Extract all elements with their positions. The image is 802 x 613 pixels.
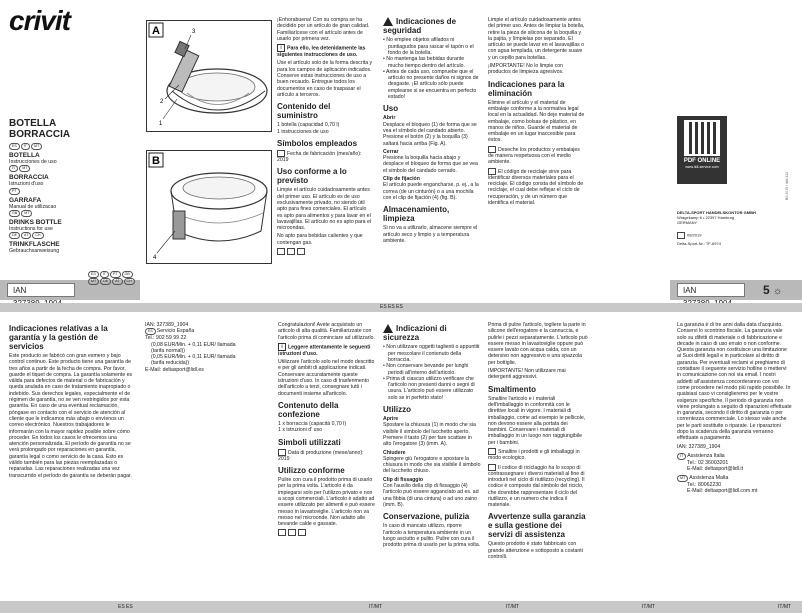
- es-use-heading: Uso conforme a lo previsto: [277, 167, 347, 186]
- b6-mt-mail: E-Mail: deltasport@lidl.com.mt: [687, 487, 758, 494]
- lang-title: BOTELLA: [9, 152, 40, 159]
- country-badge: IT: [100, 271, 109, 278]
- es-disposal-heading: Indicaciones para la eliminación: [488, 79, 565, 98]
- factory-icon: [277, 150, 285, 157]
- recycle-code-icon: [488, 464, 496, 471]
- b3-intro: Congratulazioni! Avete acquistato un articolo di alta qualità. Familiarizzate con l'articolo prima di cominciare ad utilizzarlo.: [278, 322, 375, 341]
- b6-mt-service: MT Assistenza Malta: [677, 475, 792, 482]
- country-badges: [88, 271, 140, 285]
- figure-label-a: A: [152, 25, 160, 37]
- country-badge: ES: [88, 271, 99, 278]
- es-intro-info: i Para ello, lea detenidamente las siguientes instrucciones de uso.: [277, 45, 366, 59]
- es-supply-1: 1 botella (capacidad 0,70 l): [277, 122, 340, 129]
- es-recycle: El código de reciclaje sirve para identificar diversos materiales para el reciclaje. El código consta del símbolo de reciclaje, el cual debe reflejar el ciclo de recuperación, y de un número que identifica el material.: [488, 168, 584, 206]
- b2-tel: Tel.: 902 59 99 22: [145, 335, 187, 342]
- es-column-3: [488, 17, 586, 289]
- es-safety-1: • No emplee objetos afilados ni puntiagudos para rascar el tapón o el fondo de la botella.: [383, 37, 474, 56]
- company-address: Wragekamp 6 • 22397 Hamburg: [677, 215, 735, 221]
- b3-symbol-date: Data di produzione (mese/anno): 2019: [278, 449, 364, 462]
- language-entry: [9, 188, 139, 210]
- b1-column: [9, 324, 134, 596]
- es-symbol-date: Fecha de fabricación (mes/año): 2019: [277, 150, 362, 164]
- b4-safety-heading: Indicazioni di sicurezza: [383, 324, 447, 343]
- b4-column: [383, 324, 481, 598]
- es-safety-3: • Antes de cada uso, compruebe que el artículo no presente daños ni signos de desgaste. ¡El artículo sólo puede emplearse si se encuentra en perfecto estado!: [383, 68, 479, 101]
- info-icon: i: [277, 44, 285, 52]
- es-column-2: [383, 17, 481, 289]
- es-abrir: Desplace el bloqueo (1) de forma que se vea el símbolo del candado abierto. Presione el botón (2) y la boquilla (3) saltará hacia arriba (Fig. A).: [383, 121, 477, 147]
- b3-info: i Leggere attentamente le seguenti istruzioni d'uso.: [278, 343, 371, 357]
- no-microwave-icon: [297, 248, 305, 255]
- b6-it-service: IT Assistenza Italia: [677, 453, 792, 460]
- b5-disposal-icon-text: Smaltire i prodotti e gli imballaggi in modo ecologico.: [488, 448, 580, 462]
- b5-column: [488, 322, 588, 598]
- b3-use-heading: Utilizzo conforme: [278, 466, 345, 476]
- lang-extra-badge: MT: [19, 165, 30, 172]
- lang-subtitle: Gebrauchsanweisung: [9, 248, 60, 255]
- side-code: BS 2019 / 4db 322: [785, 171, 789, 200]
- bottom-bar-3: IT/MT: [506, 604, 520, 610]
- food-safe-icon: [278, 529, 286, 536]
- es-clip-heading: Clip de fijación: [383, 176, 420, 183]
- pdf-online-url: www.lidl-service.com: [685, 165, 719, 169]
- it-badge: IT: [677, 453, 686, 460]
- factory-icon: [278, 449, 286, 456]
- b3-column: [278, 322, 375, 598]
- es-safety-2: • No mantenga las bebidas durante mucho tiempo dentro del artículo.: [383, 56, 465, 69]
- b2-service: ES Servicio España: [145, 328, 245, 335]
- warning-icon: [383, 324, 393, 333]
- bottom-bar-5: IT/MT: [778, 604, 792, 610]
- company-name: DELTA-SPORT HANDELSKONTOR GMBH: [677, 210, 756, 215]
- es-clean: Limpie el artículo cuidadosamente antes del primer uso. Antes de limpiar la botella, retire la pieza de silicona de la boquilla y la pajita, y límpielas por separado. El artículo se puede lavar en el lavavajillas o con agua templada, un detergente suave y un cepillo para botellas.: [488, 17, 585, 61]
- es-store-heading: Almacenamiento, limpieza: [383, 205, 450, 224]
- lang-title: DRINKS BOTTLE: [9, 218, 62, 226]
- b4-open: Spostare la chiusura (1) in modo che sia visibile il simbolo del lucchetto aperto. Premere il tasto (2) per fare scattare in alto l'erogatore (3) (imm. A).: [383, 422, 476, 448]
- company-id: Delta-Sport-Nr.: TF-6974: [677, 240, 721, 246]
- country-badge: AT: [112, 278, 122, 285]
- es-safety-heading: Indicaciones de seguridad: [383, 17, 457, 36]
- es-use-2: No apto para bebidas calientes y que contengan gas.: [277, 233, 363, 246]
- figure-a: [146, 20, 272, 132]
- figure-a-drawing: [147, 21, 271, 131]
- lang-code-badge: ES: [9, 143, 20, 150]
- lang-code-badge: PT: [9, 188, 20, 195]
- lang-subtitle: Manual de utilizacao: [9, 203, 57, 210]
- b3-usage-icons: [278, 529, 375, 536]
- b4-use-heading: Utilizzo: [383, 405, 411, 415]
- company-block: [677, 210, 787, 270]
- b3-supply-heading: Contenuto della confezione: [278, 400, 339, 419]
- b3-supply-2: 1 x istruzioni d' uso: [278, 427, 322, 434]
- es-clean-2: ¡IMPORTANTE! No lo limpie con productos de limpieza agresivos.: [488, 63, 564, 76]
- callout-2: 2: [160, 99, 164, 105]
- lang-code-badge: DE: [9, 232, 20, 239]
- sun-icon: ☼: [773, 286, 783, 297]
- b4-safety-2: • Non conservare bevande per lunghi periodi all'interno dell'articolo.: [383, 363, 469, 376]
- figure-b-drawing: [147, 151, 271, 263]
- country-badge: MT: [88, 278, 99, 285]
- mt-badge: MT: [677, 475, 688, 482]
- language-entry: [9, 232, 139, 254]
- b4-store-heading: Conservazione, pulizia: [383, 512, 470, 522]
- b6-ian: IAN: 327389_1904: [677, 443, 721, 450]
- country-badge: GB: [122, 271, 133, 278]
- es-usage-icons: [277, 248, 373, 255]
- lang-title: BORRACCIA: [9, 174, 49, 182]
- b6-mt-tel: Tel.: 80062230: [687, 481, 722, 488]
- es-supply-2: 1 instrucciones de uso: [277, 128, 329, 135]
- company-date: 09/2019: [677, 232, 787, 239]
- qr-code: [684, 120, 720, 156]
- b1-heading: Indicaciones relativas a la garantía y la gestión de servicios: [9, 324, 108, 351]
- b2-ian: IAN: 327389_1904: [145, 322, 189, 328]
- b4-close: Spingere giù l'erogatore e spostare la chiusura in modo che sia visibile il simbolo del lucchetto chiuso.: [383, 455, 481, 475]
- lang-title: GARRAFA: [9, 196, 42, 204]
- b2-mail: E-Mail: deltasport@lidl.es: [145, 366, 204, 373]
- es-clip: El artículo puede engancharse, p. ej., a la correa (de un cinturón) o a una mochila con el clip de fijación (4) (fig. B).: [383, 182, 479, 201]
- es-badge: ES: [145, 328, 156, 335]
- lang-code-badge: GB: [9, 210, 20, 217]
- ian-right: IAN: [677, 283, 745, 297]
- lang-code-badge: IT: [9, 165, 18, 172]
- company-country: GERMANY: [677, 220, 698, 226]
- es-use: Limpie el artículo cuidadosamente antes del primer uso. El artículo es de uso exclusivamente privado, no siendo útil apto para fines comerciales. El artículo es apto para alimentos y para lavar en el lavavajillas. El artículo no es apto para el microondas.: [277, 187, 372, 232]
- b5-warranty: Questo prodotto è stato fabbricato con grande attenzione e sottoposto a costanti controlli.: [488, 541, 583, 561]
- dishwasher-icon: [287, 248, 295, 255]
- b6-it-tel: Tel.: 02 36003201: [687, 459, 729, 466]
- page-number: 5 ☼: [763, 283, 783, 297]
- lang-extra-badge: MT: [21, 210, 32, 217]
- b2-rate2: (0,05 EUR/Min. + 0,11 EUR/ llamada (tarifa reducida)): [151, 354, 236, 367]
- b5-recycle: Il codice di riciclaggio ha lo scopo di contrassegnare i diversi materiali al fine di introdurli nel ciclo di riutilizzo (recycling). Il codice è composto dal simbolo del riciclo, che dovrebbe rappresentare il ciclo del riutilizzo, e un numero che indica il materiale.: [488, 464, 585, 509]
- bottom-bar-4: IT/MT: [642, 604, 656, 610]
- lang-extra-badge: IT: [21, 143, 30, 150]
- dishwasher-icon: [288, 529, 296, 536]
- b5-disposal-heading: Smaltimento: [488, 384, 537, 394]
- es-supply-heading: Contenido del suministro: [277, 102, 331, 121]
- b6-text: La garanzia è di tre anni dalla data d'acquisto. Conservi lo scontrino fiscale. La garanzia vale solo su difetti di materiale o di fabbricazione e decade in caso di uso errato o non conforme. Questa garanzia non costituisce una limitazione ai Suoi diritti legali e in particolare al diritto di garanzia. Per eventuali reclami vi preghiamo di contattare il seguente servizio hotline o mettervi in comunicazione con noi via email. I nostri addetti all'assistenza concorderanno con voi come procedere nel modo più rapido possibile. In qualsiasi caso vi consiglieremo per le vostre esigenze specifiche. Il periodo di garanzia non viene prolungato a seguito di riparazioni effettuate in garanzia, secondo il diritto di garanzia o per correntezza commerciale. Lo stesso vale anche per le parti sostituite o riparate. Le riparazioni dopo la scadenza della garanzia verranno effettuate a pagamento.: [677, 322, 792, 442]
- figure-b: [146, 150, 272, 264]
- b4-safety-1: • Non utilizzare oggetti taglienti o appuntiti per mescolare il contenuto della borraccia.: [383, 344, 480, 363]
- b2-rate1: (0,08 EUR/Min. + 0,11 EUR/ llamada (tarifa normal)): [151, 341, 236, 354]
- b4-store: In caso di mancato utilizzo, riporre l'articolo a temperatura ambiente in un luogo asciutto e pulito. Pulire con cura il prodotto prima di usarlo per la prima volta.: [383, 523, 481, 549]
- food-safe-icon: [277, 248, 285, 255]
- es-disposal: Elimine el artículo y el material de embalaje conforme a la normativa legal local en la actualidad. No deje material de embalaje, como bolsas de plástico, en manos de niños. Guarde el material de embalaje en un lugar inaccesible para éstos.: [488, 99, 585, 144]
- country-badge: CH: [124, 278, 135, 285]
- es-column-1: [277, 17, 373, 289]
- b5-disposal: Smaltire l'articolo e i materiali dell'imballaggio in conformità con le direttive locali in vigore. I materiali di imballaggio, come ad esempio le pellicole, non devono essere alla portata dei bambini. Conservare i materiali di imballaggio in un luogo non raggiungibile per i bambini.: [488, 395, 586, 446]
- es-store: Si no va a utilizarlo, almacene siempre el artículo seco y limpio y a temperatura ambiente.: [383, 225, 478, 244]
- pdf-online-box: [677, 116, 727, 184]
- b3-symbols-heading: Simboli utilizzati: [278, 437, 341, 447]
- es-abrir-heading: Abrir: [383, 115, 396, 122]
- cover-title-2: BORRACCIA: [9, 129, 71, 140]
- language-entry: [9, 165, 139, 187]
- b4-close-heading: Chiudere: [383, 449, 406, 456]
- es-disposal-icon-text: Deseche los productos y embalajes de manera respetuosa con el medio ambiente.: [488, 146, 580, 166]
- b5-text: Prima di pulire l'articolo, togliere la parte in silicone dell'erogatore e la cannuccia, e pulirle i pezzi separatamente. L'articolo può essere messo in lavastoviglie oppure può essere lavato con acqua calda, con un detersivo non aggressivo e una spazzola per bottiglie.: [488, 322, 588, 366]
- b6-it-mail: E-Mail: deltasport@lidl.it: [687, 466, 744, 473]
- info-icon: i: [278, 343, 286, 351]
- es-cerrar: Presione la boquilla hacia abajo y desplace el bloqueo de forma que se vea el símbolo del candado cerrado.: [383, 155, 478, 174]
- recycle-bin-icon: [488, 146, 496, 153]
- b3-rest: Utilizzare l'articolo solo nel modo descritto e per gli ambiti di applicazione indicati. Conservare accuratamente queste istruzioni d'uso. In caso di trasferimento dell'articolo a terzi, consegnare tutti i documenti insieme all'articolo.: [278, 359, 375, 397]
- lang-extra-badge: AT: [21, 232, 31, 239]
- figure-label-b: B: [152, 155, 160, 167]
- callout-3: 3: [192, 29, 196, 35]
- ian-left: IAN: [7, 283, 75, 297]
- lang-extra-badge: CH: [32, 232, 43, 239]
- lang-subtitle: Istruzioni d'uso: [9, 181, 44, 188]
- b6-column: [677, 322, 792, 598]
- language-list: [9, 143, 139, 254]
- b1-text: Este producto se fabricó con gran esmero y bajo control continuo. Este producto tiene una garantía de tres años a partir de la fecha de compra. Por favor, guarde el tiquet de compra. La garantía solamente es válida para defectos de material o de fabricación y queda anulada en caso de tratamiento inapropiado o indebido. Sus derechos legales, especialmente el de régimen de garantía, no se ven restringidos por esta garantía. En caso de una eventual reclamación, póngase en contacto con el servicio de atención al cliente que le indicamos más abajo o envíenos un correo electrónico. Nuestros trabajadores le informarán con la mayor rapidez posible sobre cómo proceder. En todos los casos le ofrecemos una atención personalizada. El período de garantía no se verá prolongado por reparaciones en garantía, garantía legal o como servicio de la casa. Esto es válido también para las piezas reemplazadas o reparadas. Las reparaciones realizadas una vez transcurrido el período de garantía se deberán pagar.: [9, 353, 133, 479]
- no-microwave-icon: [298, 529, 306, 536]
- b4-safety-3: • Prima di ciascun utilizzo verificare che l'articolo non presenti danni o segni di usura. L'articolo può essere utilizzato solo se in perfetto stato!: [383, 375, 475, 401]
- es-cerrar-heading: Cerrar: [383, 148, 399, 155]
- b4-clip: Con l'ausilio della clip di fissaggio (4) l'articolo può essere agganciato ad es. ad una fibbia (di una cintura) o ad uno zaino (imm. B).: [383, 483, 479, 508]
- b4-open-heading: Aprire: [383, 416, 399, 423]
- lang-extra-badge: MT: [31, 143, 42, 150]
- b5-important: IMPORTANTE! Non utilizzare mai detergenti aggressivi.: [488, 368, 566, 381]
- brand-logo: crivit: [9, 5, 70, 36]
- lang-subtitle: Instructions for use: [9, 225, 53, 232]
- factory-icon: [677, 232, 685, 239]
- es-intro: ¡Enhorabuena! Con su compra se ha decidido por un artículo de gran calidad. Familiarícese con el artículo antes de usarlo por primera vez.: [277, 17, 370, 42]
- es-intro-rest: Use el artículo solo de la forma descrita y para los campos de aplicación indicados. Conserve estas instrucciones de uso a buen recaudo. Entregue todos los documentos en caso de traspasar el artículo a terceros.: [277, 60, 373, 98]
- b3-supply-1: 1 x borraccia (capacità 0,70 l): [278, 420, 347, 427]
- callout-4: 4: [153, 255, 157, 261]
- callout-1: 1: [159, 121, 163, 127]
- b5-warranty-heading: Avvertenze sulla garanzia e sulla gestione dei servizi di assistenza: [488, 512, 586, 540]
- recycle-bin-icon: [488, 448, 496, 455]
- lang-subtitle: Instrucciones de uso: [9, 159, 57, 165]
- b2-column: [145, 322, 245, 402]
- es-uso-heading: Uso: [383, 104, 399, 114]
- bottom-bar-1: ES ES: [118, 604, 133, 610]
- es-symbols-heading: Símbolos empleados: [277, 138, 358, 148]
- country-badge: DE: [100, 278, 111, 285]
- b3-use: Pulire con cura il prodotto prima di usarlo per la prima volta. L'articolo è da impiegarsi solo per l'utilizzo privato e non a scopi commerciali. L'articolo è adatto ad essere utilizzato per alimenti e può essere messo in lavastoviglie. L'articolo non va messo nel microonde. Non adatto alle bevande calde e gassate.: [278, 477, 375, 528]
- country-badge: PT: [110, 271, 121, 278]
- recycle-code-icon: [488, 168, 496, 175]
- language-entry: [9, 210, 139, 232]
- lang-title: TRINKFLASCHE: [9, 241, 60, 249]
- pdf-online-title: PDF ONLINE: [683, 158, 721, 164]
- cover-title-1: BOTELLA: [9, 118, 57, 129]
- language-entry: [9, 143, 139, 165]
- mid-bar-label: ES ES ES: [380, 304, 403, 310]
- warning-icon: [383, 17, 393, 26]
- bottom-bar-2: IT/MT: [369, 604, 383, 610]
- b4-clip-heading: Clip di fissaggio: [383, 476, 424, 483]
